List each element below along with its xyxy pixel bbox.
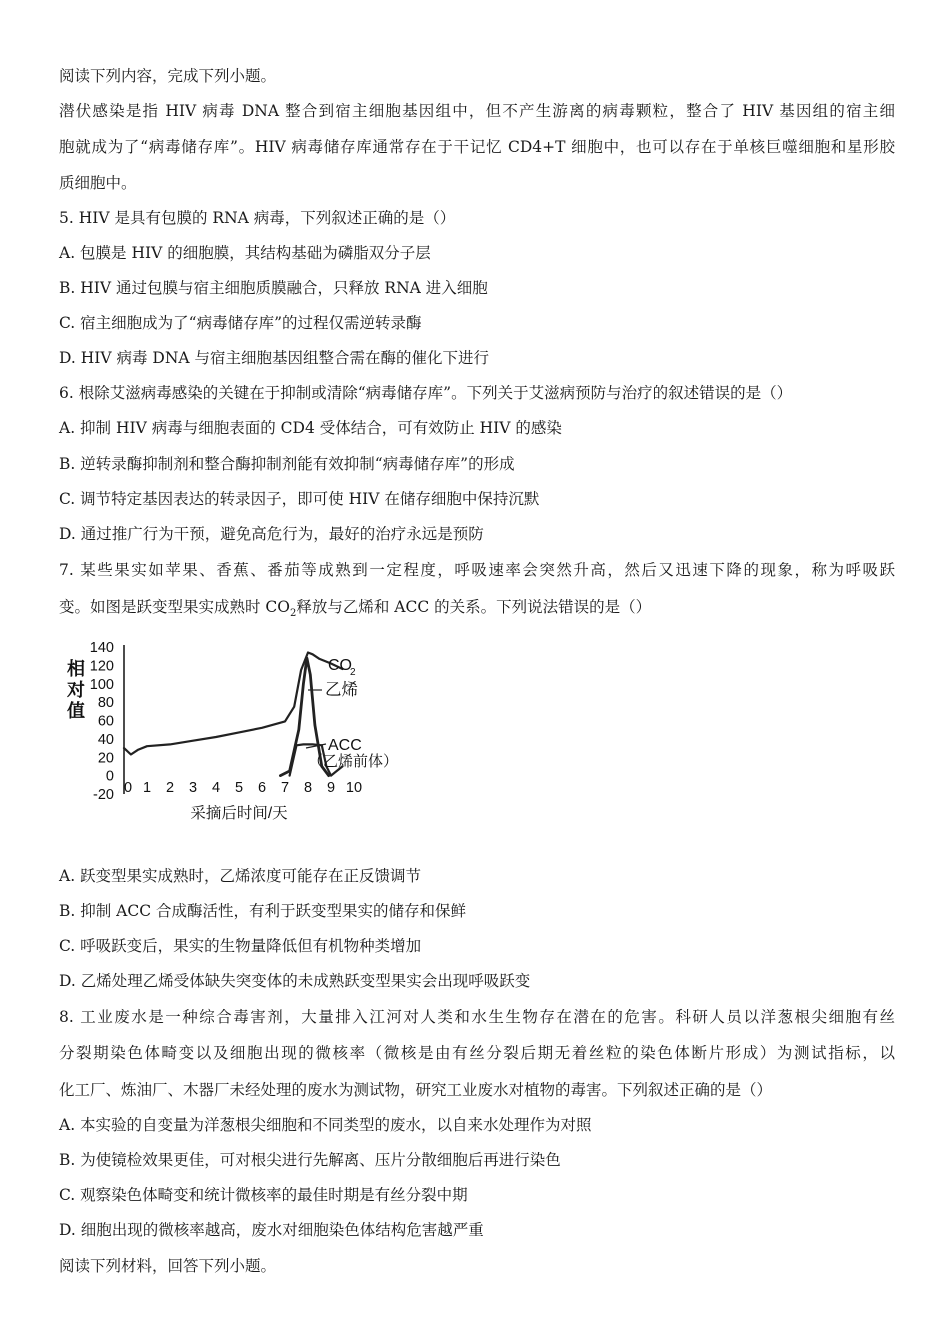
question-6-option-b: B. 逆转录酶抑制剂和整合酶抑制剂能有效抑制“病毒储存库”的形成 [59, 455, 515, 473]
question-6-stem: 6. 根除艾滋病毒感染的关键在于抑制或清除“病毒储存库”。下列关于艾滋病预防与治疗的叙述错误的是（） [59, 384, 793, 402]
x-tick-label: 2 [165, 780, 175, 796]
series-label-acc: ACC [328, 737, 362, 754]
y-axis-title-char: 相 [67, 659, 85, 679]
series-label-co2: CO [328, 657, 352, 674]
y-tick-label: 100 [89, 676, 114, 693]
chart-svg [62, 632, 412, 828]
question-8-stem-line-3: 化工厂、炼油厂、木器厂未经处理的废水为测试物，研究工业废水对植物的毒害。下列叙述正确的是（） [59, 1081, 773, 1099]
x-tick-label: 3 [188, 780, 198, 796]
question-8-stem-line-1: 8. 工业废水是一种综合毒害剂，大量排入江河对人类和水生生物存在潜在的危害。科研人员以洋葱根尖细胞有丝 [59, 1008, 895, 1026]
question-8-option-d: D. 细胞出现的微核率越高，废水对细胞染色体结构危害越严重 [59, 1221, 484, 1239]
question-6-option-a: A. 抑制 HIV 病毒与细胞表面的 CD4 受体结合，可有效防止 HIV 的感染 [59, 419, 562, 437]
x-tick-label: 10 [345, 780, 363, 796]
y-tick-label: 120 [89, 658, 114, 675]
question-7-stem-line-2 [59, 597, 895, 624]
x-tick-label: 9 [326, 780, 336, 796]
y-axis-title [66, 658, 85, 721]
x-tick-label: 5 [234, 780, 244, 796]
x-tick-label: 7 [280, 780, 290, 796]
y-axis-title-char: 对 [67, 680, 85, 700]
y-tick-label: 140 [89, 640, 114, 656]
series-label-acc-note: （乙烯前体） [308, 753, 399, 770]
passage-line-1: 潜伏感染是指 HIV 病毒 DNA 整合到宿主细胞基因组中，但不产生游离的病毒颗粒，整合了 HIV 基因组的宿主细 [59, 102, 895, 120]
question-7-stem-part-a: 变。如图是跃变型果实成熟时 CO [59, 598, 290, 616]
y-tick-label: 80 [97, 695, 114, 712]
x-tick-label: 4 [211, 780, 221, 796]
question-8-option-b: B. 为使镜检效果更佳，可对根尖进行先解离、压片分散细胞后再进行染色 [59, 1151, 561, 1169]
question-7-option-b: B. 抑制 ACC 合成酶活性，有利于跃变型果实的储存和保鲜 [59, 902, 467, 920]
x-tick-labels [124, 780, 362, 796]
series-labels [306, 657, 398, 770]
respiration-chart [62, 632, 412, 828]
question-7-option-d: D. 乙烯处理乙烯受体缺失突变体的未成熟跃变型果实会出现呼吸跃变 [59, 972, 531, 990]
series-label-co2-subscript: 2 [350, 667, 356, 678]
series-label-ethylene: 乙烯 [325, 681, 358, 699]
x-tick-label: 6 [257, 780, 267, 796]
question-5-option-c: C. 宿主细胞成为了“病毒储存库”的过程仅需逆转录酶 [59, 314, 422, 332]
question-5-stem: 5. HIV 是具有包膜的 RNA 病毒，下列叙述正确的是（） [59, 209, 456, 227]
question-5-option-a: A. 包膜是 HIV 的细胞膜，其结构基础为磷脂双分子层 [59, 244, 431, 262]
x-axis-title: 采摘后时间/天 [190, 805, 288, 822]
x-tick-label: 0 [123, 780, 133, 796]
question-8-option-c: C. 观察染色体畸变和统计微核率的最佳时期是有丝分裂中期 [59, 1186, 468, 1204]
x-tick-label: 8 [303, 780, 313, 796]
y-tick-label: -20 [93, 787, 114, 803]
passage-intro: 阅读下列内容，完成下列小题。 [59, 67, 277, 85]
question-7-stem-subscript: 2 [290, 608, 297, 620]
question-6-option-d: D. 通过推广行为干预，避免高危行为，最好的治疗永远是预防 [59, 525, 484, 543]
y-tick-label: 0 [105, 768, 114, 785]
question-8-stem-line-2: 分裂期染色体畸变以及细胞出现的微核率（微核是由有丝分裂后期无着丝粒的染色体断片形成）为测试指标，以 [59, 1044, 895, 1062]
x-tick-label: 1 [142, 780, 152, 796]
y-tick-labels [90, 640, 114, 803]
y-tick-label: 60 [97, 713, 114, 730]
passage-2-intro: 阅读下列材料，回答下列小题。 [59, 1257, 277, 1275]
y-tick-label: 20 [97, 750, 114, 767]
question-6-option-c: C. 调节特定基因表达的转录因子，即可使 HIV 在储存细胞中保持沉默 [59, 490, 540, 508]
y-tick-label: 40 [97, 731, 114, 748]
passage-line-3: 质细胞中。 [59, 174, 137, 192]
question-7-option-c: C. 呼吸跃变后，果实的生物量降低但有机物种类增加 [59, 937, 422, 955]
question-8-option-a: A. 本实验的自变量为洋葱根尖细胞和不同类型的废水，以自来水处理作为对照 [59, 1116, 592, 1134]
question-5-option-d: D. HIV 病毒 DNA 与宿主细胞基因组整合需在酶的催化下进行 [59, 349, 490, 367]
y-axis-title-char: 值 [67, 701, 85, 721]
question-7-stem-part-b: 释放与乙烯和 ACC 的关系。下列说法错误的是（） [296, 598, 652, 616]
passage-line-2: 胞就成为了“病毒储存库”。HIV 病毒储存库通常存在于干记忆 CD4+T 细胞中，也可以存在于单核巨噬细胞和星形胶 [59, 138, 895, 156]
question-7-option-a: A. 跃变型果实成熟时，乙烯浓度可能存在正反馈调节 [59, 867, 422, 885]
question-5-option-b: B. HIV 通过包膜与宿主细胞质膜融合，只释放 RNA 进入细胞 [59, 279, 488, 297]
question-7-stem-line-1: 7. 某些果实如苹果、香蕉、番茄等成熟到一定程度，呼吸速率会突然升高，然后又迅速下降的现象，称为呼吸跃 [59, 561, 895, 579]
